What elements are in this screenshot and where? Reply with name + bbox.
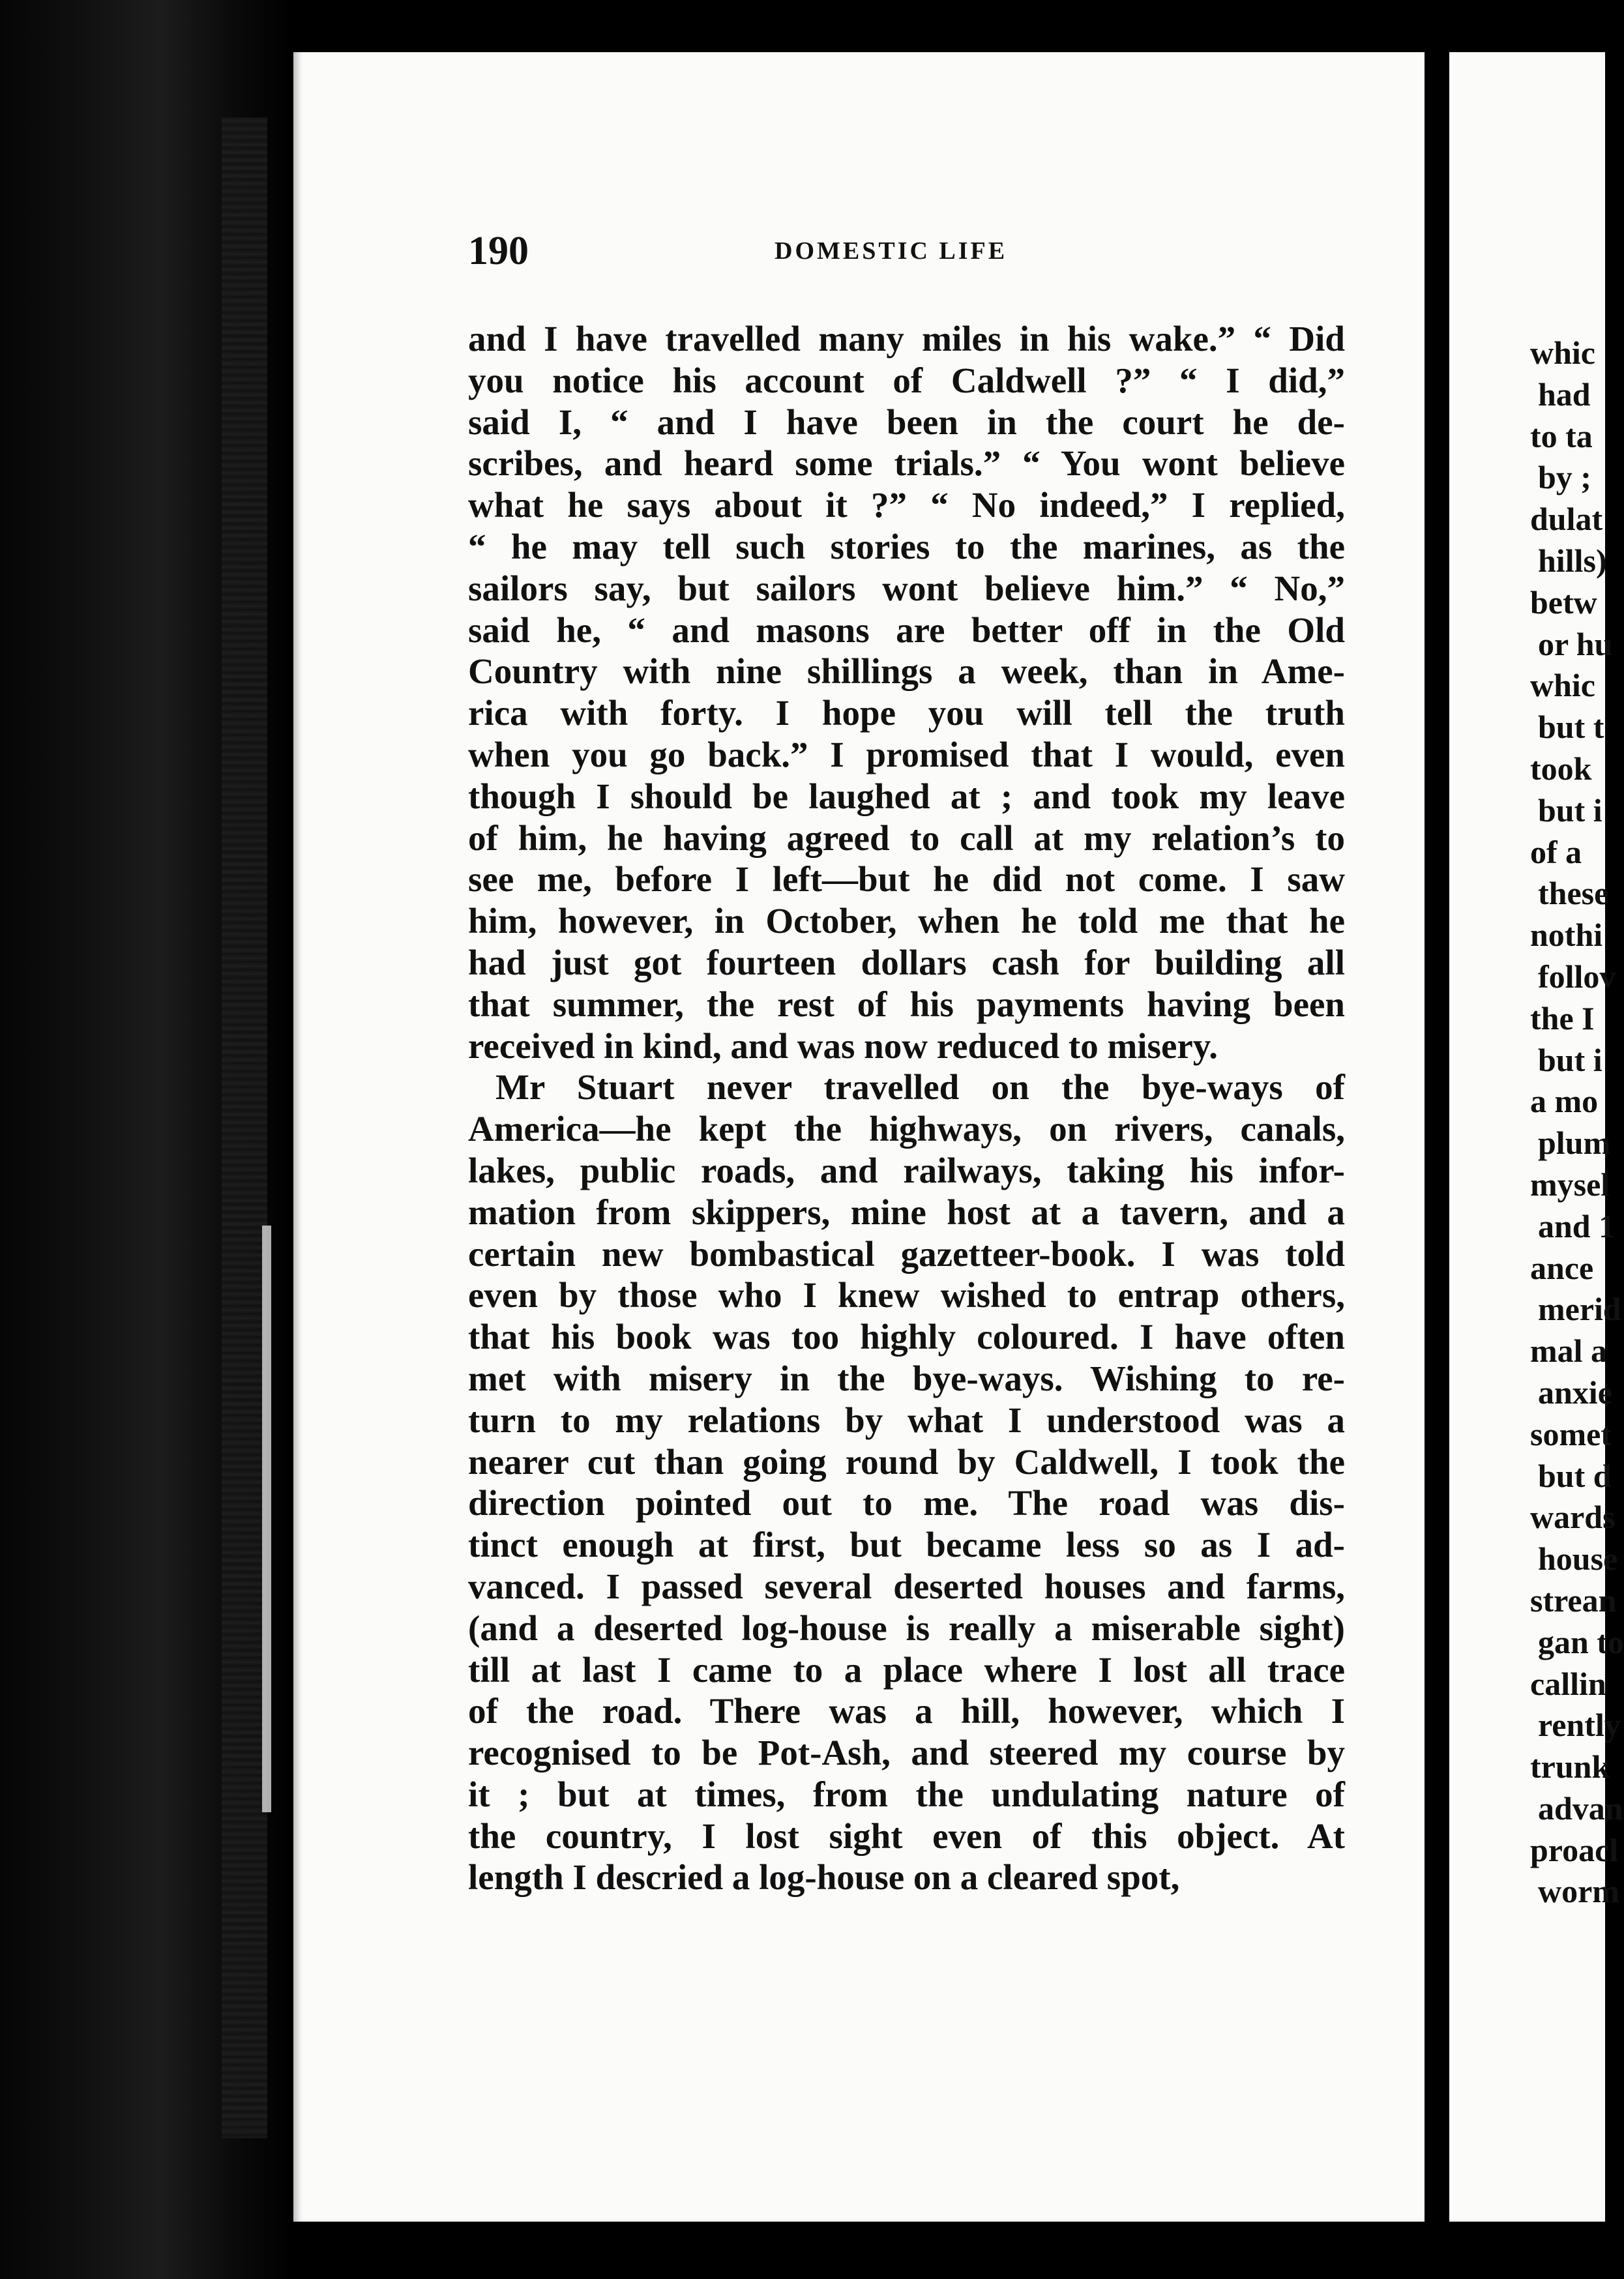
text-line: certain new bombastical gazetteer-book. I was told xyxy=(468,1233,1345,1274)
text-line: said I, “ and I have been in the court he de- xyxy=(468,402,1345,442)
text-line: received in kind, and was now reduced to misery. xyxy=(468,1025,1218,1066)
facing-page-line: these xyxy=(1538,875,1609,912)
text-line: that his book was too highly coloured. I have often xyxy=(468,1317,1345,1357)
facing-page-line: nothi xyxy=(1530,917,1603,954)
facing-page-line: strean xyxy=(1530,1581,1617,1619)
page-number: 190 xyxy=(468,229,529,273)
facing-page-line: or hu xyxy=(1538,625,1613,662)
facing-page-line: had xyxy=(1538,375,1591,413)
facing-page-line: and 1 xyxy=(1538,1207,1616,1244)
text-line: length I descried a log-house on a cleared spot, xyxy=(468,1857,1180,1898)
text-line: met with misery in the bye-ways. Wishing to re- xyxy=(468,1358,1345,1398)
facing-page-line: somet xyxy=(1530,1415,1612,1452)
text-line: America—he kept the highways, on rivers, canals, xyxy=(468,1109,1345,1149)
text-line: the country, I lost sight even of this object. At xyxy=(468,1816,1345,1856)
text-line: recognised to be Pot-Ash, and steered my course by xyxy=(468,1733,1345,1773)
text-line: vanced. I passed several deserted houses and farms, xyxy=(468,1566,1345,1606)
text-line: what he says about it ?” “ No indeed,” I replied, xyxy=(468,485,1345,525)
text-line: that summer, the rest of his payments having been xyxy=(468,984,1345,1024)
text-line: nearer cut than going round by Caldwell, I took the xyxy=(468,1441,1345,1482)
facing-page-line: to ta xyxy=(1530,417,1593,454)
text-line: mation from skippers, mine host at a tavern, and a xyxy=(468,1192,1345,1232)
text-line: lakes, public roads, and railways, taking his infor- xyxy=(468,1150,1345,1190)
text-line: tinct enough at first, but became less so as I ad- xyxy=(468,1525,1345,1565)
text-line: Mr Stuart never travelled on the bye-ways of xyxy=(495,1067,1345,1108)
page-header xyxy=(468,225,1342,277)
facing-page-line: trunk xyxy=(1530,1748,1610,1786)
facing-page-line: anxie xyxy=(1538,1374,1612,1411)
facing-page-line: but d xyxy=(1538,1457,1612,1494)
facing-page-line: ance xyxy=(1530,1249,1594,1286)
facing-page-line: but i xyxy=(1538,1041,1602,1078)
text-line: when you go back.” I promised that I would, even xyxy=(468,734,1345,774)
page-gutter xyxy=(1425,52,1449,2222)
facing-page-line: wards xyxy=(1530,1499,1616,1536)
facing-page-line: mysel xyxy=(1530,1166,1610,1203)
facing-page-line: gan to xyxy=(1538,1623,1624,1660)
facing-page-line: took xyxy=(1530,750,1592,787)
facing-page-line: plum xyxy=(1538,1125,1611,1162)
text-line: direction pointed out to me. The road was dis- xyxy=(468,1483,1345,1523)
body-text xyxy=(468,318,1345,1898)
facing-page-line: mal a xyxy=(1530,1332,1608,1370)
text-line: you notice his account of Caldwell ?” “ I did,” xyxy=(468,360,1345,400)
text-line: though I should be laughed at ; and took my leave xyxy=(468,776,1345,816)
running-head: DOMESTIC LIFE xyxy=(775,237,1008,265)
text-line: even by those who I knew wished to entrap others, xyxy=(468,1275,1345,1316)
facing-page-line: merid xyxy=(1538,1291,1621,1328)
facing-page-line: rently xyxy=(1538,1707,1621,1744)
text-line: turn to my relations by what I understood was a xyxy=(468,1400,1345,1440)
text-line: of the road. There was a hill, however, which I xyxy=(468,1691,1345,1731)
text-line: see me, before I left—but he did not come. I saw xyxy=(468,859,1345,900)
text-line: it ; but at times, from the undulating nature of xyxy=(468,1774,1345,1814)
binding-texture xyxy=(222,117,267,2138)
text-line: said he, “ and masons are better off in the Old xyxy=(468,610,1345,650)
facing-page-line: but t xyxy=(1538,709,1604,746)
facing-page-line: proacl xyxy=(1530,1831,1619,1868)
text-line: rica with forty. I hope you will tell the truth xyxy=(468,693,1345,733)
text-line: Country with nine shillings a week, than in Ame- xyxy=(468,651,1345,692)
facing-page-line: of a xyxy=(1530,833,1582,870)
facing-page-line: whic xyxy=(1530,667,1595,704)
right-page xyxy=(1449,52,1624,2222)
text-line: and I have travelled many miles in his wake.” “ Did xyxy=(468,319,1345,359)
text-line: scribes, and heard some trials.” “ You wont believe xyxy=(468,443,1345,484)
facing-page-line: betw xyxy=(1530,583,1597,621)
facing-page-line: hills) xyxy=(1538,542,1607,579)
text-line: of him, he having agreed to call at my relation’s to xyxy=(468,817,1345,858)
facing-page-line: house xyxy=(1538,1540,1618,1578)
facing-page-line: a mo xyxy=(1530,1083,1599,1120)
facing-page-line: but i xyxy=(1538,791,1602,829)
facing-page-line: whic xyxy=(1530,334,1595,371)
facing-page-line: the I xyxy=(1530,999,1595,1037)
facing-page-line: advan xyxy=(1538,1789,1623,1827)
facing-page-line: worm xyxy=(1538,1873,1619,1910)
book-binding xyxy=(0,0,293,2279)
page-edge xyxy=(262,1226,271,1812)
text-line: till at last I came to a place where I lost all trace xyxy=(468,1649,1345,1690)
facing-page-line: callin xyxy=(1530,1665,1606,1702)
text-line: had just got fourteen dollars cash for building all xyxy=(468,942,1345,982)
text-line: “ he may tell such stories to the marines, as the xyxy=(468,526,1345,566)
facing-page-line: follov xyxy=(1538,958,1616,995)
text-line: (and a deserted log-house is really a miserable sight) xyxy=(468,1608,1345,1648)
facing-page-text xyxy=(1530,332,1624,1913)
text-line: sailors say, but sailors wont believe him.” “ No,” xyxy=(468,568,1345,608)
text-line: him, however, in October, when he told me that he xyxy=(468,901,1345,941)
facing-page-line: by ; xyxy=(1538,459,1591,496)
facing-page-line: dulat xyxy=(1530,501,1603,538)
